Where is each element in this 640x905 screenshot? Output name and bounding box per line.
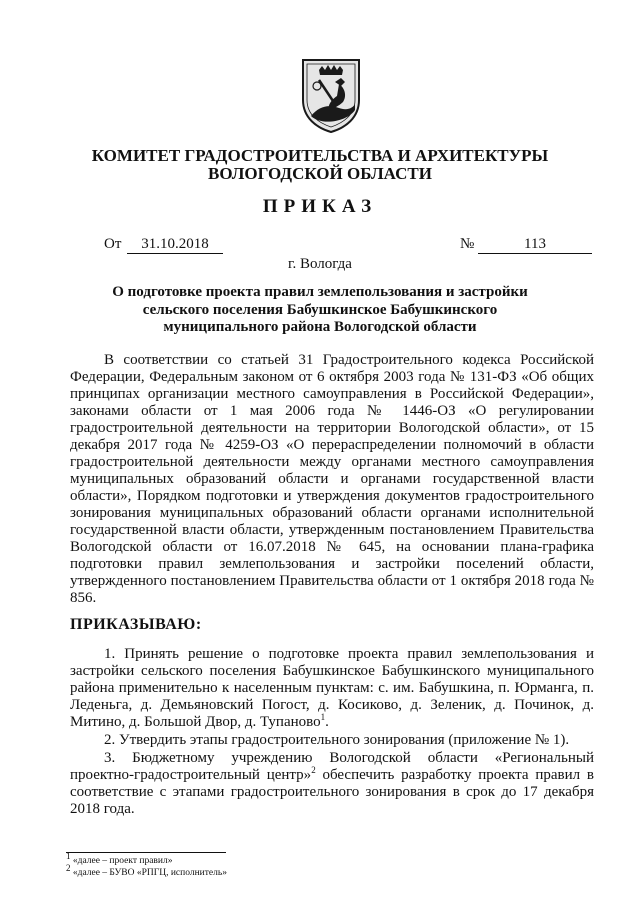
order-directive-word: ПРИКАЗЫВАЮ: xyxy=(70,616,202,633)
org-name-line2: ВОЛОГОДСКОЙ ОБЛАСТИ xyxy=(208,164,432,183)
document-type-title: ПРИКАЗ xyxy=(262,196,378,217)
footnote-ref-2: 2 xyxy=(311,765,316,775)
number-label: № xyxy=(460,236,475,252)
footnote-ref-1: 1 xyxy=(320,712,326,722)
order-item-2: 2. Утвердить этапы градостроительного зонирования (приложение № 1). xyxy=(104,732,570,748)
vologda-coat-of-arms-icon xyxy=(299,56,363,134)
footnote-1: $^1$ «далее – проект правил» xyxy=(66,851,173,867)
order-item-1: 1. Принять решение о подготовке проекта правил землепользования и застройки сельского поселения Бабушкинское Бабушкинского муниципального района применительно к населенным пунктам: с. им. Бабушкина, п. Юрманга, п. Леденьга, д. Демьяновский Погост, д. Косиково, д. Зеленик, д. Починок, д. Митино, д. Большой Двор, д. Тупаново$^1$. xyxy=(70,646,594,730)
date-label: От xyxy=(104,236,122,252)
org-name-line1: КОМИТЕТ ГРАДОСТРОИТЕЛЬСТВА И АРХИТЕКТУРЫ xyxy=(91,146,549,165)
city-line: г. Вологда xyxy=(288,256,352,272)
order-number: 113 xyxy=(478,236,592,254)
preamble-paragraph xyxy=(70,352,594,607)
order-subject: О подготовке проекта правил землепользования и застройки сельского поселения Бабушкинское Бабушкинского муниципального района Вологодской области xyxy=(112,284,528,335)
footnote-2: $^2$ «далее – БУВО «РПГЦ, исполнитель» xyxy=(66,863,227,879)
order-item-3: 3. Бюджетному учреждению Вологодской области «Региональный проектно-градостроительный центр»$^2$ обеспечить разработку проекта правил в соответствие с этапами градостроительного зонирования в срок до 17 декабря 2018 года. xyxy=(70,750,594,817)
preamble-text: В соответствии со статьей 31 Градостроительного кодекса Российской Федерации, Федеральным законом от 6 октября 2003 года № 131-ФЗ «Об общих принципах организации местного самоуправления в Российской Федерации», законами области от 1 мая 2006 года № 1446-ОЗ «О регулировании градостроительной деятельности на территории Вологодской области», от 15 декабря 2017 года № 4259-ОЗ «О перераспределении полномочий в области градостроительной деятельности между органами местного самоуправления муниципальных образований области и органами государственной власти области», Порядком подготовки и утверждения документов градостроительного зонирования муниципальных образований области органами исполнительной государственной власти области, утвержденным постановлением Правительства Вологодской области от 16.07.2018 № 645, на основании плана-графика подготовки правил землепользования и застройки поселений области, утвержденного постановлением Правительства области от 1 октября 2018 года № 856. xyxy=(70,352,594,606)
order-items xyxy=(70,646,594,819)
footnote-divider xyxy=(66,852,226,853)
order-date: 31.10.2018 xyxy=(127,236,223,254)
